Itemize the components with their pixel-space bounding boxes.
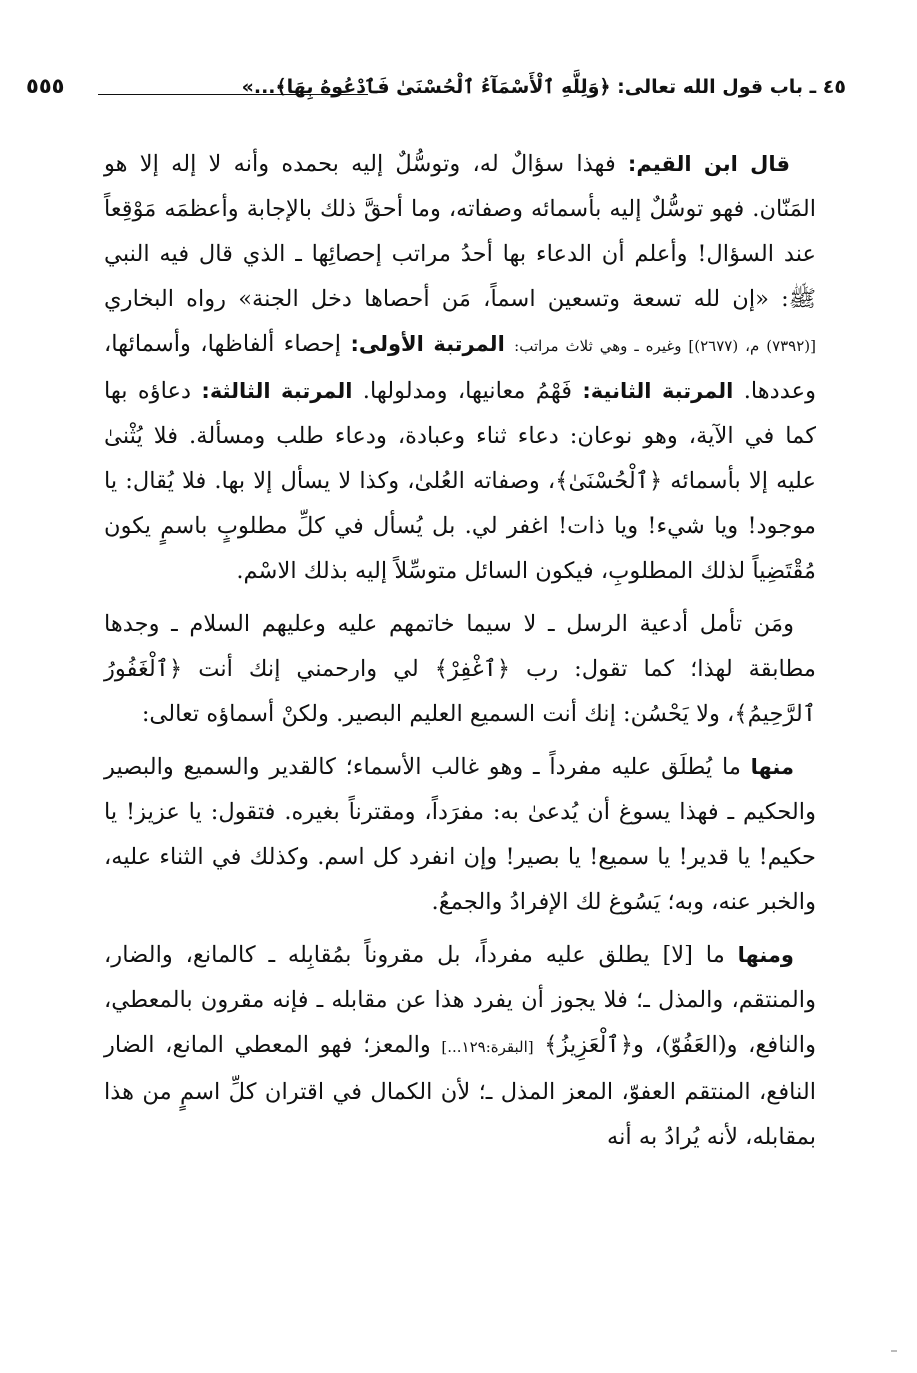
- text-segment: فهذا سؤالٌ له، وتوسُّلٌ إليه بحمده وأنه لا إله إلا هو المَنّان. فهو توسُّلٌ إليه بأسمائه وصفاته، وما أحقَّ ذلك بالإجابة وأعظمَه مَوْقِعاً عند السؤال! وأعلم أن الدعاء بها أحدُ مراتب إحصائِها ـ الذي قال فيه النبي ﷺ: «إن لله تسعة وتسعين اسماً، مَن أحصاها دخل الجنة» رواه البخاري: [104, 151, 816, 312]
- paragraph: [104, 933, 816, 1160]
- header-rule: [98, 94, 368, 95]
- text-segment: دعاؤه بها كما في الآية، وهو نوعان: دعاء ثناء وعبادة، ودعاء طلب ومسألة. فلا يُثْنىٰ عليه إلا بأسمائه ﴿ٱلْحُسْنَىٰ﴾، وصفاته العُلىٰ، وكذا لا يسأل إلا بها. فلا يُقال: يا موجود! ويا شيء! ويا ذات! اغفر لي. بل يُسأل في كلِّ مطلوبٍ باسمٍ يكون مُقْتَضِياً لذلك المطلوبِ، فيكون السائل متوسِّلاً إليه بذلك الاسْم.: [104, 378, 816, 584]
- text-segment: إحصاء ألفاظها، وأسمائها، وعددها.: [104, 331, 816, 404]
- bold-heading: المرتبة الثانية:: [582, 379, 734, 403]
- text-segment: والمعز؛ فهو المعطي المانع، الضار النافع، المنتقم العفوّ، المعز المذل ـ؛ لأن الكمال في اقتران كلِّ اسمٍ من هذا بمقابله، لأنه يُرادُ به أنه: [104, 1032, 816, 1150]
- text-segment: فَهْمُ معانيها، ومدلولها.: [352, 378, 583, 404]
- paragraph: [104, 602, 816, 737]
- citation: [البقرة:١٢٩...]: [441, 1038, 534, 1056]
- bold-heading: قال ابن القيم:: [627, 152, 790, 176]
- text-segment: [505, 331, 514, 357]
- bold-heading: ومنها: [737, 943, 794, 967]
- bold-heading: المرتبة الأولى:: [350, 332, 505, 356]
- paragraph: [104, 745, 816, 925]
- body-text: [104, 142, 816, 1160]
- chapter-title: ٤٥ ـ باب قول الله تعالى: ﴿وَلِلَّهِ ٱلْأَسْمَآءُ ٱلْحُسْنَىٰ فَٱدْعُوهُ بِهَا﴾...»: [241, 76, 846, 98]
- citation: [(٧٣٩٢) م، (٢٦٧٧)] وغيره ـ وهي ثلاث مراتب:: [514, 337, 817, 355]
- bold-heading: المرتبة الثالثة:: [201, 379, 353, 403]
- running-header: [26, 72, 846, 112]
- text-segment: ما يُطلَق عليه مفرداً ـ وهو غالب الأسماء؛ كالقدير والسميع والبصير والحكيم ـ فهذا يسوغ أن يُدعىٰ به: مفرَداً، ومقترناً بغيره. فتقول: يا عزيز! يا حكيم! يا قدير! يا سميع! يا بصير! وإن انفرد كل اسم. وكذلك في الثناء عليه، والخبر عنه، وبه؛ يَسُوغ لك الإفرادُ والجمعُ.: [104, 754, 816, 915]
- paragraph: [104, 142, 816, 594]
- text-segment: ما [لا] يطلق عليه مفرداً، بل مقروناً بمُقابِله ـ كالمانع، والضار، والمنتقم، والمذل ـ؛ فلا يجوز أن يفرد هذا عن مقابله ـ فإنه مقرون بالمعطي، والنافع، و(العَفُوّ)، و﴿ٱلْعَزِيزُ﴾: [104, 942, 816, 1058]
- page-number: ٥٥٥: [26, 74, 65, 98]
- text-segment: ومَن تأمل أدعية الرسل ـ لا سيما خاتمهم عليه وعليهم السلام ـ وجدها مطابقة لهذا؛ كما تقول: رب ﴿ٱغْفِرْ﴾ لي وارحمني إنك أنت ﴿ٱلْغَفُورُ ٱلرَّحِيمُ﴾، ولا يَحْسُن: إنك أنت السميع العليم البصير. ولكنْ أسماؤه تعالى:: [104, 611, 816, 727]
- scan-mark: [891, 1350, 897, 1352]
- bold-heading: منها: [750, 755, 794, 779]
